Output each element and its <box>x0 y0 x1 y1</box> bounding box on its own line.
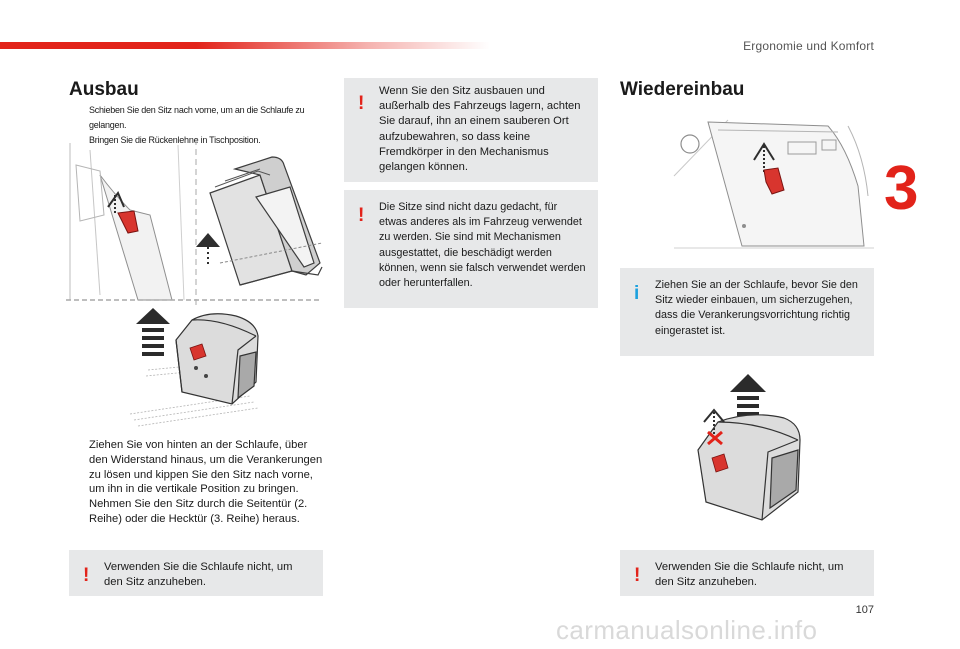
warning-icon: ! <box>634 565 641 586</box>
warning-text: Wenn Sie den Sitz ausbauen und außerhalb des Fahrzeugs lagern, achten Sie darauf, ihn an einem sauberen Ort aufzubewahren, so dass keine Fremdkörper in den Mechanismus gelangen können. <box>379 85 581 174</box>
seat-lift-illustration <box>690 370 810 534</box>
page-number: 107 <box>855 604 874 616</box>
seat-loop-illustration <box>668 116 874 250</box>
removal-step-2: Bringen Sie die Rückenlehne in Tischposition. <box>89 135 261 145</box>
dashed-separator <box>66 290 320 306</box>
removal-step-4: Nehmen Sie den Sitz durch die Seitentür (2. Reihe) oder die Hecktür (3. Reihe) heraus. <box>89 498 308 525</box>
removal-steps-main <box>69 438 325 527</box>
warning-box-loop-refit <box>620 550 874 596</box>
warning-box-usage <box>344 190 598 308</box>
chapter-number: 3 <box>884 154 919 223</box>
warning-icon: ! <box>358 205 365 226</box>
warning-icon: ! <box>358 93 365 114</box>
warning-text: Verwenden Sie die Schlaufe nicht, um den Sitz anzuheben. <box>655 561 844 589</box>
warning-box-storage <box>344 78 598 182</box>
refit-title: Wiedereinbau <box>620 79 745 100</box>
removal-title: Ausbau <box>69 79 139 100</box>
info-text: Ziehen Sie an der Schlaufe, bevor Sie den Sitz wieder einbauen, um sicherzugehen, dass die Verankerungsvorrichtung richtig eingerastet ist. <box>655 279 858 337</box>
seat-tilt-illustration <box>120 306 310 428</box>
top-accent-bar <box>0 42 490 49</box>
warning-box-loop-removal <box>69 550 323 596</box>
info-icon: i <box>634 283 640 304</box>
removal-step-1: Schieben Sie den Sitz nach vorne, um an die Schlaufe zu gelangen. <box>89 105 305 130</box>
removal-step-3: Ziehen Sie von hinten an der Schlaufe, über den Widerstand hinaus, um die Verankerungen zu lösen und kippen Sie den Sitz nach vorne, um ihn in die vertikale Position zu bringen. <box>89 439 323 496</box>
warning-text: Verwenden Sie die Schlaufe nicht, um den Sitz anzuheben. <box>104 561 293 589</box>
watermark: carmanualsonline.info <box>556 615 818 645</box>
section-header: Ergonomie und Komfort <box>743 39 874 53</box>
seat-slide-illustration <box>60 135 328 305</box>
warning-icon: ! <box>83 565 90 586</box>
warning-text: Die Sitze sind nicht dazu gedacht, für etwas anderes als im Fahrzeug verwendet zu werden. Sie sind mit Mechanismen ausgestattet, die beschädigt werden können, wenn sie falsch verwendet werden oder herunterfallen. <box>379 201 586 290</box>
info-box-pull-loop <box>620 268 874 356</box>
